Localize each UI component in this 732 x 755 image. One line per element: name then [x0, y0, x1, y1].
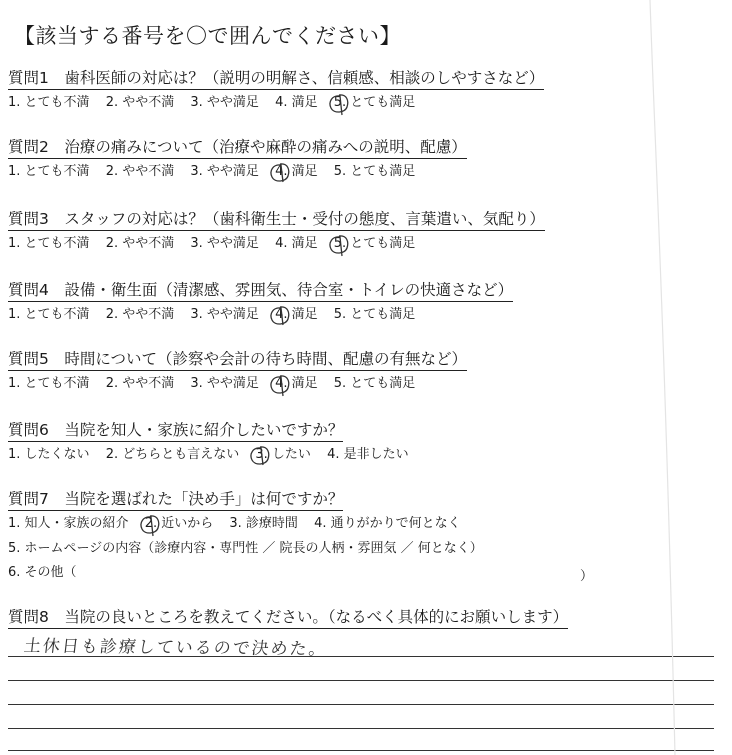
q7-option-6[interactable]: 6. その他（ — [8, 565, 77, 580]
q1-option-1[interactable]: 1. とても不満 — [8, 95, 90, 110]
q2-option-2[interactable]: 2. やや不満 — [105, 164, 175, 179]
q4-option-4[interactable]: 4. 満足 — [275, 307, 318, 322]
q4-option-5[interactable]: 5. とても満足 — [333, 307, 416, 322]
question-3-label: 質問3 スタッフの対応は？（歯科衛生士・受付の態度、言葉遣い、気配り） — [8, 209, 545, 231]
q2-option-4[interactable]: 4. 満足 — [275, 164, 318, 179]
q6-option-2[interactable]: 2. どちらとも言えない — [105, 447, 240, 462]
q1-option-5[interactable]: 5. とても満足 — [333, 95, 416, 110]
q1-option-4[interactable]: 4. 満足 — [275, 95, 318, 110]
q3-option-5[interactable]: 5. とても満足 — [333, 236, 416, 251]
q7-option-3[interactable]: 3. 診療時間 — [229, 516, 298, 531]
q6-option-3[interactable]: 3. したい — [255, 447, 311, 462]
q5-option-5[interactable]: 5. とても満足 — [333, 376, 416, 391]
q3-option-3[interactable]: 3. やや満足 — [190, 236, 259, 251]
q4-option-2[interactable]: 2. やや不満 — [105, 307, 175, 322]
q2-option-1[interactable]: 1. とても不満 — [8, 164, 90, 179]
q1-option-3[interactable]: 3. やや満足 — [190, 95, 259, 110]
q6-option-1[interactable]: 1. したくない — [8, 447, 90, 462]
q5-option-1[interactable]: 1. とても不満 — [8, 376, 90, 391]
q4-option-3[interactable]: 3. やや満足 — [190, 307, 259, 322]
question-4-label: 質問4 設備・衛生面（清潔感、雰囲気、待合室・トイレの快適さなど） — [8, 280, 513, 302]
question-7-label: 質問7 当院を選ばれた「決め手」は何ですか？ — [8, 489, 343, 511]
question-1-label: 質問1 歯科医師の対応は？（説明の明解さ、信頼感、相談のしやすさなど） — [8, 68, 544, 90]
q4-option-1[interactable]: 1. とても不満 — [8, 307, 90, 322]
q5-option-2[interactable]: 2. やや不満 — [105, 376, 175, 391]
question-2-label: 質問2 治療の痛みについて（治療や麻酔の痛みへの説明、配慮） — [8, 137, 467, 159]
q7-option-2[interactable]: 2. 近いから — [144, 516, 214, 531]
q7-option-5[interactable]: 5. ホームページの内容（診療内容・専門性 ／ 院長の人柄・雰囲気 ／ 何となく） — [8, 541, 483, 556]
q7-option-1[interactable]: 1. 知人・家族の紹介 — [8, 516, 129, 531]
q5-option-3[interactable]: 3. やや満足 — [190, 376, 259, 391]
q3-option-2[interactable]: 2. やや不満 — [105, 236, 175, 251]
q1-option-2[interactable]: 2. やや不満 — [105, 95, 175, 110]
question-5-label: 質問5 時間について（診察や会計の待ち時間、配慮の有無など） — [8, 349, 467, 371]
q6-option-4[interactable]: 4. 是非したい — [327, 447, 409, 462]
q7-option-4[interactable]: 4. 通りがかりで何となく — [314, 516, 461, 531]
page-title: 【該当する番号を〇で囲んでください】 — [14, 24, 401, 48]
question-8-label: 質問8 当院の良いところを教えてください。（なるべく具体的にお願いします） — [8, 607, 568, 629]
q3-option-4[interactable]: 4. 満足 — [275, 236, 318, 251]
question-6-label: 質問6 当院を知人・家族に紹介したいですか？ — [8, 420, 343, 442]
q5-option-4[interactable]: 4. 満足 — [275, 376, 318, 391]
q2-option-5[interactable]: 5. とても満足 — [333, 164, 416, 179]
q7-other-close-paren: ） — [580, 569, 594, 584]
q2-option-3[interactable]: 3. やや満足 — [190, 164, 259, 179]
q8-handwritten-answer[interactable]: 土休日も診療しているので決めた。 — [22, 636, 329, 660]
q3-option-1[interactable]: 1. とても不満 — [8, 236, 90, 251]
